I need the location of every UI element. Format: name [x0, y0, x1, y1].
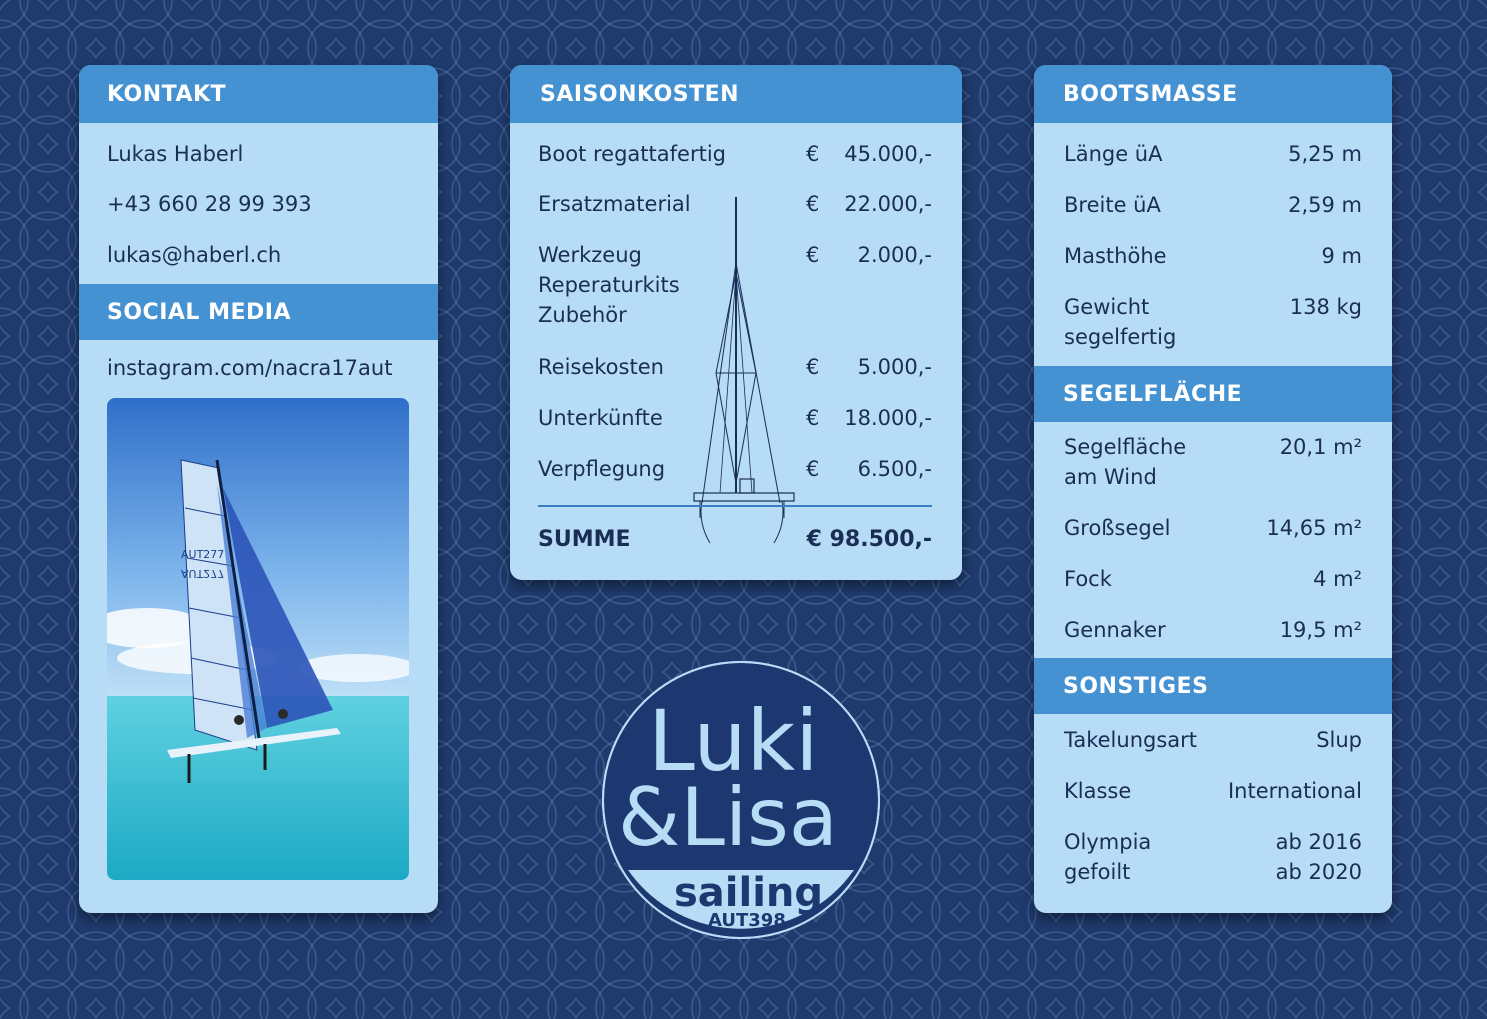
segelflaeche-header: SEGELFLÄCHE [1034, 366, 1392, 422]
catamaran-sketch-icon [690, 193, 800, 553]
contact-card [79, 65, 438, 913]
luki-lisa-sailing-logo [598, 660, 898, 950]
svg-text:&Lisa: &Lisa [618, 771, 838, 864]
bootsmasse-header: BOOTSMASSE [1034, 65, 1392, 123]
instagram-link[interactable]: instagram.com/nacra17aut [107, 356, 393, 380]
contact-phone[interactable]: +43 660 28 99 393 [107, 192, 312, 216]
boat-specs-card: BOOTSMASSE Länge üA 5,25 m Breite üA 2,59 m Masthöhe 9 m Gewicht segelfertig 138 kg SEGELFLÄCHE Segelfläche am Wind 20,1 m² Großsegel 14,65 m² Fock 4 m² Gennaker 19,5 m² SONSTIGES Takelungsart Slup Klasse International Olympia gefoilt ab 2016 ab 2020 [1034, 65, 1392, 913]
sum-divider [538, 505, 932, 507]
social-media-header: SOCIAL MEDIA [79, 284, 438, 340]
svg-text:sailing: sailing [674, 870, 824, 916]
svg-text:Luki: Luki [648, 692, 819, 790]
boat-photo [107, 398, 409, 880]
contact-name: Lukas Haberl [107, 142, 244, 166]
svg-text:AUT277: AUT277 [181, 567, 225, 580]
svg-text:AUT277: AUT277 [181, 548, 225, 561]
svg-text:AUT398: AUT398 [708, 910, 786, 931]
season-costs-card: SAISONKOSTEN Boot regattafertig € 45.000,- Ersatzmaterial € 22.000,- Werkzeug Reperaturkits Zubehör € 2.000,- Reisekosten € 5.000,- Unterkünfte € 18.000,- Verpflegung € 6.500,- SUMME € 98.500,- [510, 65, 962, 580]
kontakt-header: KONTAKT [79, 65, 438, 123]
saisonkosten-header: SAISONKOSTEN [510, 65, 962, 123]
sonstiges-header: SONSTIGES [1034, 658, 1392, 714]
contact-email[interactable]: lukas@haberl.ch [107, 243, 282, 267]
